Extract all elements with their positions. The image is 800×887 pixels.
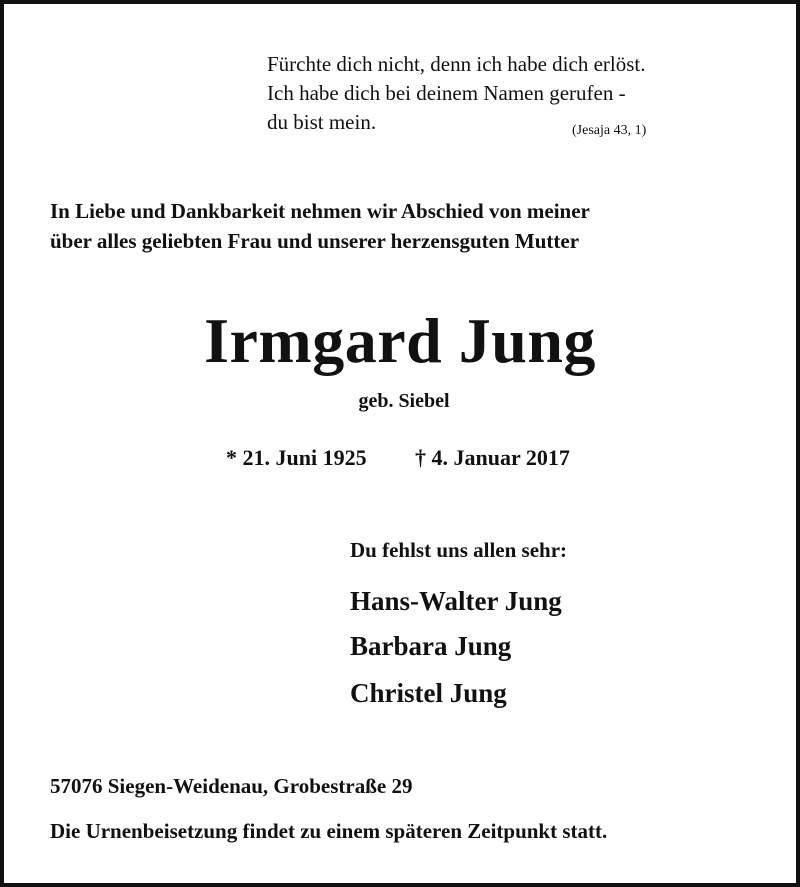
mourner-name: Hans-Walter Jung [350,586,562,616]
address: 57076 Siegen-Weidenau, Grobestraße 29 [50,774,413,798]
verse-line-1: Fürchte dich nicht, denn ich habe dich erlöst. [267,52,646,76]
verse-reference: (Jesaja 43, 1) [572,123,647,138]
birth-name: geb. Siebel [358,390,450,412]
mourner-name: Christel Jung [350,678,507,708]
death-date: † 4. Januar 2017 [415,445,570,470]
verse-line-3: du bist mein. [267,110,377,134]
farewell-intro [50,196,590,256]
mourner-name: Barbara Jung [350,631,512,661]
verse-line-2: Ich habe dich bei deinem Namen gerufen - [267,81,626,105]
birth-date: * 21. Juni 1925 [226,445,367,470]
burial-notice: Die Urnenbeisetzung findet zu einem späteren Zeitpunkt statt. [50,819,608,843]
intro-line-2: über alles geliebten Frau und unserer herzensguten Mutter [50,229,580,253]
intro-line-1: In Liebe und Dankbarkeit nehmen wir Abschied von meiner [50,199,590,223]
deceased-name: Irmgard Jung [204,305,596,376]
mourners-heading: Du fehlst uns allen sehr: [350,538,568,562]
bible-verse [267,50,645,137]
